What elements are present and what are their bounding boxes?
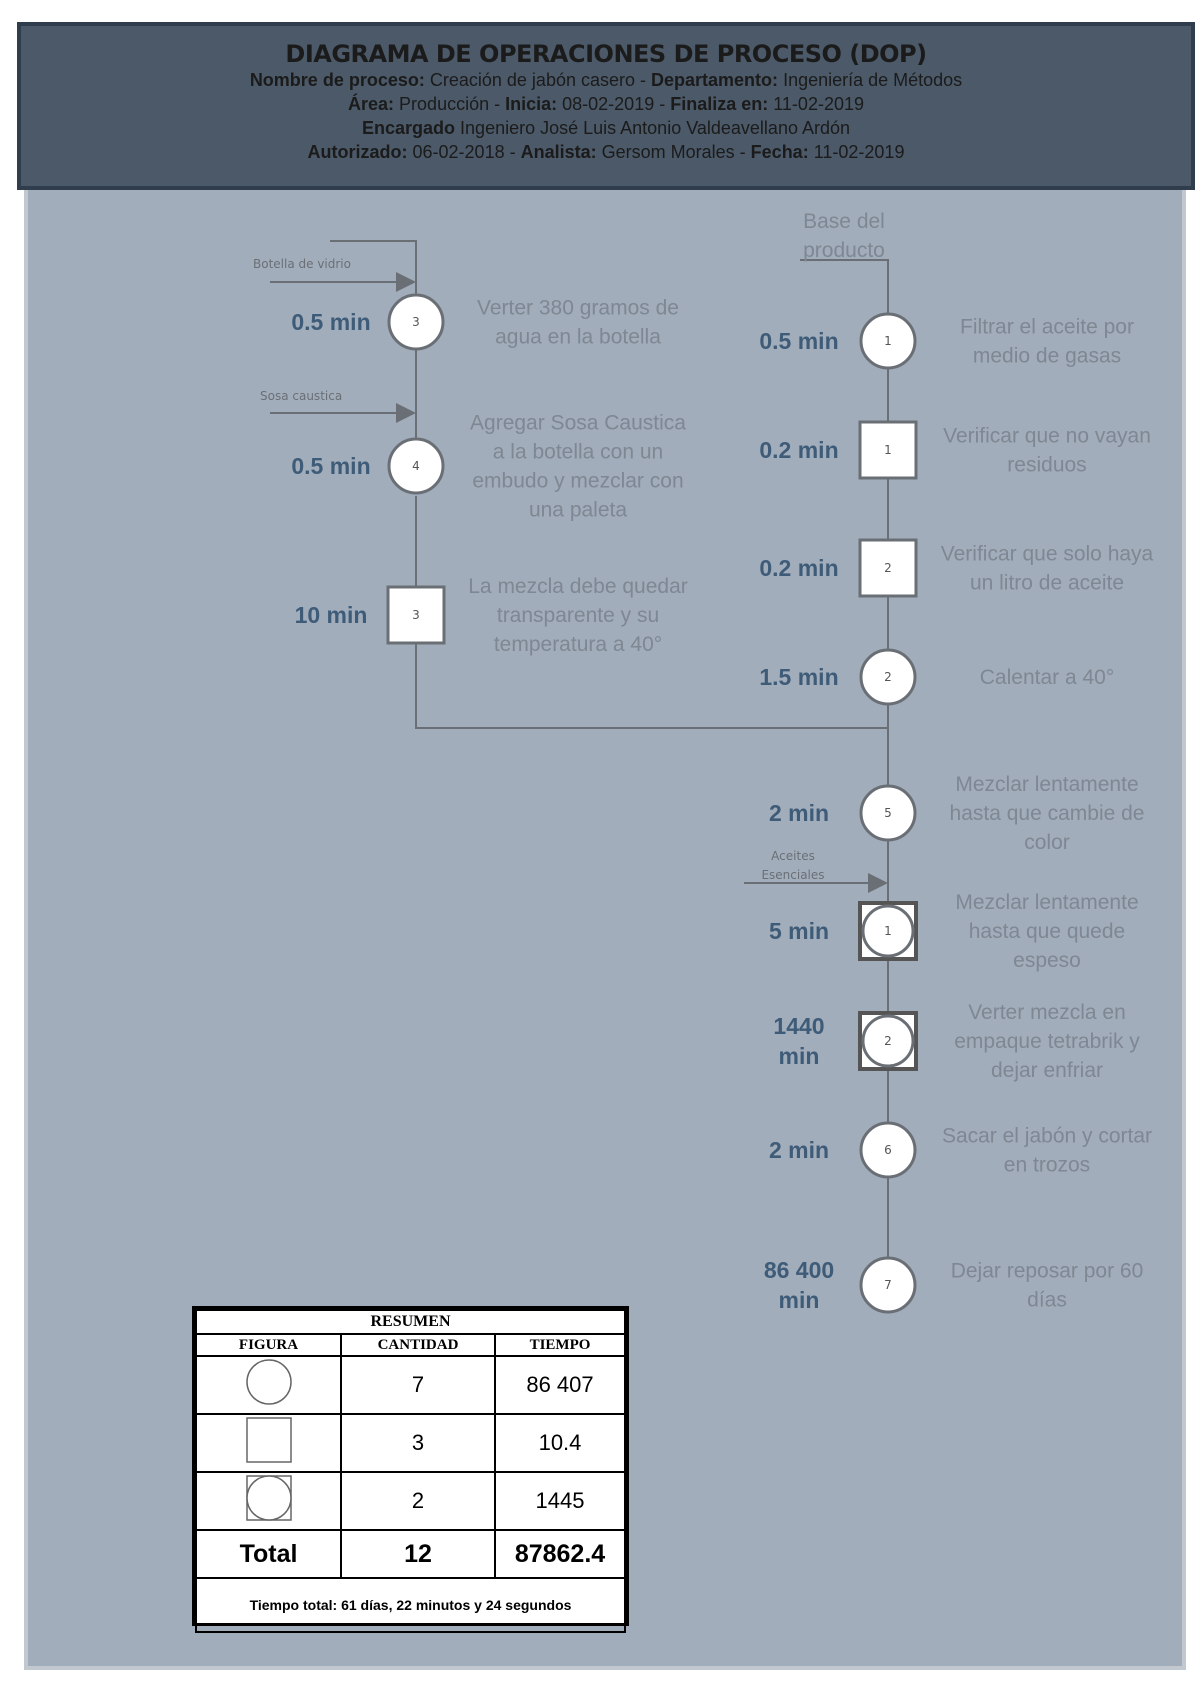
input-label-sosa: Sosa caustica [260, 389, 343, 403]
time-cell: 86 407 [495, 1356, 625, 1414]
step-description-line: hasta que cambie de [949, 802, 1145, 825]
table-row [196, 1414, 625, 1472]
right-step-3 [759, 540, 1153, 596]
step-description-line: Verificar que solo haya [940, 542, 1154, 566]
step-time: 0.5 min [291, 453, 371, 479]
flow-lines [270, 241, 888, 1286]
step-description-line: Mezclar lentamente [955, 773, 1139, 796]
header-line-encargado: Encargado Ingeniero José Luis Antonio Valdeavellano Ardón [362, 118, 850, 138]
step-description-line: días [1027, 1288, 1067, 1312]
right-step-4 [759, 650, 1114, 704]
summary-caption: RESUMEN [196, 1310, 625, 1334]
step-description-line: Verter 380 gramos de [477, 296, 679, 320]
step-description-line: agua en la botella [495, 325, 661, 349]
date: 11-02-2019 [813, 142, 905, 162]
left-step-1 [291, 295, 679, 349]
step-time: 2 min [768, 800, 830, 826]
step-number: 1 [884, 334, 892, 348]
summary-table [192, 1306, 629, 1626]
department: Ingeniería de Métodos [783, 70, 963, 90]
header-line-autorizado: Autorizado: 06-02-2018 - Analista: Gersom Morales - Fecha: 11-02-2019 [307, 142, 905, 162]
count-cell: 2 [341, 1472, 495, 1530]
total-time-footer: Tiempo total: 61 días, 22 minutos y 24 segundos [196, 1578, 625, 1632]
step-description-line: Verificar que no vayan [943, 424, 1151, 448]
input-label-botella: Botella de vidrio [253, 257, 351, 271]
step-description-line: Filtrar el aceite por [960, 315, 1134, 339]
table-row [196, 1472, 625, 1530]
header-line-process: Nombre de proceso: Creación de jabón casero - Departamento: Ingeniería de Métodos [249, 70, 963, 90]
time-cell: 10.4 [495, 1414, 625, 1472]
step-number: 3 [412, 608, 420, 622]
right-branch-steps [759, 314, 1153, 1313]
figure-cell [196, 1414, 341, 1472]
right-step-6 [769, 891, 1139, 972]
left-step-2 [291, 412, 686, 522]
right-step-9 [764, 1257, 1143, 1313]
step-time: min [778, 1043, 820, 1069]
process-name: Creación de jabón casero [429, 70, 636, 90]
left-step-3 [295, 575, 688, 656]
step-description-line: a la botella con un [492, 440, 664, 464]
right-top-line [800, 260, 888, 313]
col-header-tiempo: TIEMPO [495, 1334, 625, 1356]
diagram-title: DIAGRAMA DE OPERACIONES DE PROCESO (DOP) [285, 40, 927, 68]
step-description-line: hasta que quede [968, 920, 1126, 943]
step-time: 10 min [294, 602, 368, 628]
right-step-2 [759, 422, 1151, 478]
authorized-date: 06-02-2018 [412, 142, 505, 162]
encargado: Ingeniero José Luis Antonio Valdeavellano Ardón [460, 118, 850, 138]
step-description-line: espeso [1013, 949, 1081, 972]
figure-cell [196, 1472, 341, 1530]
input-label-aceites-1: Aceites [771, 849, 815, 863]
step-description-line: Agregar Sosa Caustica [470, 411, 686, 435]
step-time: 86 400 [763, 1257, 835, 1283]
step-number: 2 [884, 1034, 892, 1048]
step-description-line: medio de gasas [972, 344, 1122, 368]
col-header-cantidad: CANTIDAD [341, 1334, 495, 1356]
step-description-line: transparente y su [496, 604, 660, 627]
right-step-8 [769, 1123, 1152, 1177]
step-description-line: Verter mezcla en [968, 1001, 1126, 1024]
step-number: 7 [884, 1278, 892, 1292]
table-row [196, 1356, 625, 1414]
step-description-line: dejar enfriar [990, 1059, 1104, 1082]
analyst: Gersom Morales [601, 142, 735, 162]
step-number: 6 [884, 1143, 892, 1157]
figure-cell [196, 1356, 341, 1414]
step-time: 0.2 min [759, 555, 839, 581]
total-time: 87862.4 [495, 1530, 625, 1578]
input-label-aceites-2: Esenciales [761, 868, 825, 882]
step-number: 3 [412, 315, 420, 329]
right-step-7 [773, 1001, 1140, 1082]
step-time: 2 min [768, 1137, 830, 1163]
start-date: 08-02-2019 [562, 94, 655, 114]
step-description-line: La mezcla debe quedar [468, 575, 688, 598]
step-time: 1440 [773, 1013, 825, 1039]
area: Producción [399, 94, 490, 114]
step-time: 0.5 min [291, 309, 371, 335]
inspection-square-icon [244, 1415, 294, 1465]
total-row [196, 1530, 625, 1578]
step-number: 4 [412, 459, 420, 473]
step-number: 2 [884, 561, 892, 575]
step-description-line: Sacar el jabón y cortar [941, 1124, 1153, 1148]
step-time: 0.5 min [759, 328, 839, 354]
operation-circle-icon [244, 1357, 294, 1407]
base-label-2: producto [803, 239, 885, 262]
step-description-line: una paleta [528, 498, 628, 522]
end-date: 11-02-2019 [773, 94, 864, 114]
step-number: 1 [884, 443, 892, 457]
step-number: 5 [884, 806, 892, 820]
total-count: 12 [341, 1530, 495, 1578]
total-label: Total [196, 1530, 341, 1578]
step-description-line: temperatura a 40° [493, 633, 663, 656]
step-number: 1 [884, 924, 892, 938]
step-description-line: Dejar reposar por 60 [950, 1259, 1144, 1283]
step-time: 5 min [768, 918, 830, 944]
left-branch-steps [291, 295, 687, 656]
base-label-1: Base del [803, 210, 885, 233]
header-line-area: Área: Producción - Inicia: 08-02-2019 - Finaliza en: 11-02-2019 [348, 94, 864, 114]
step-time: 0.2 min [759, 437, 839, 463]
step-time: 1.5 min [759, 664, 839, 690]
right-step-1 [759, 314, 1134, 368]
step-description-line: Calentar a 40° [979, 666, 1115, 689]
step-description-line: en trozos [1003, 1153, 1091, 1177]
step-description-line: un litro de aceite [969, 571, 1125, 595]
step-description-line: Mezclar lentamente [955, 891, 1139, 914]
right-step-5 [769, 773, 1145, 854]
col-header-figura: FIGURA [196, 1334, 341, 1356]
step-number: 2 [884, 670, 892, 684]
count-cell: 7 [341, 1356, 495, 1414]
time-cell: 1445 [495, 1472, 625, 1530]
combined-activity-icon [244, 1473, 294, 1523]
step-description-line: empaque tetrabrik y [954, 1030, 1140, 1053]
step-description-line: embudo y mezclar con [472, 469, 684, 493]
step-description-line: residuos [1007, 453, 1087, 477]
step-description-line: color [1024, 831, 1070, 854]
step-time: min [778, 1287, 820, 1313]
count-cell: 3 [341, 1414, 495, 1472]
